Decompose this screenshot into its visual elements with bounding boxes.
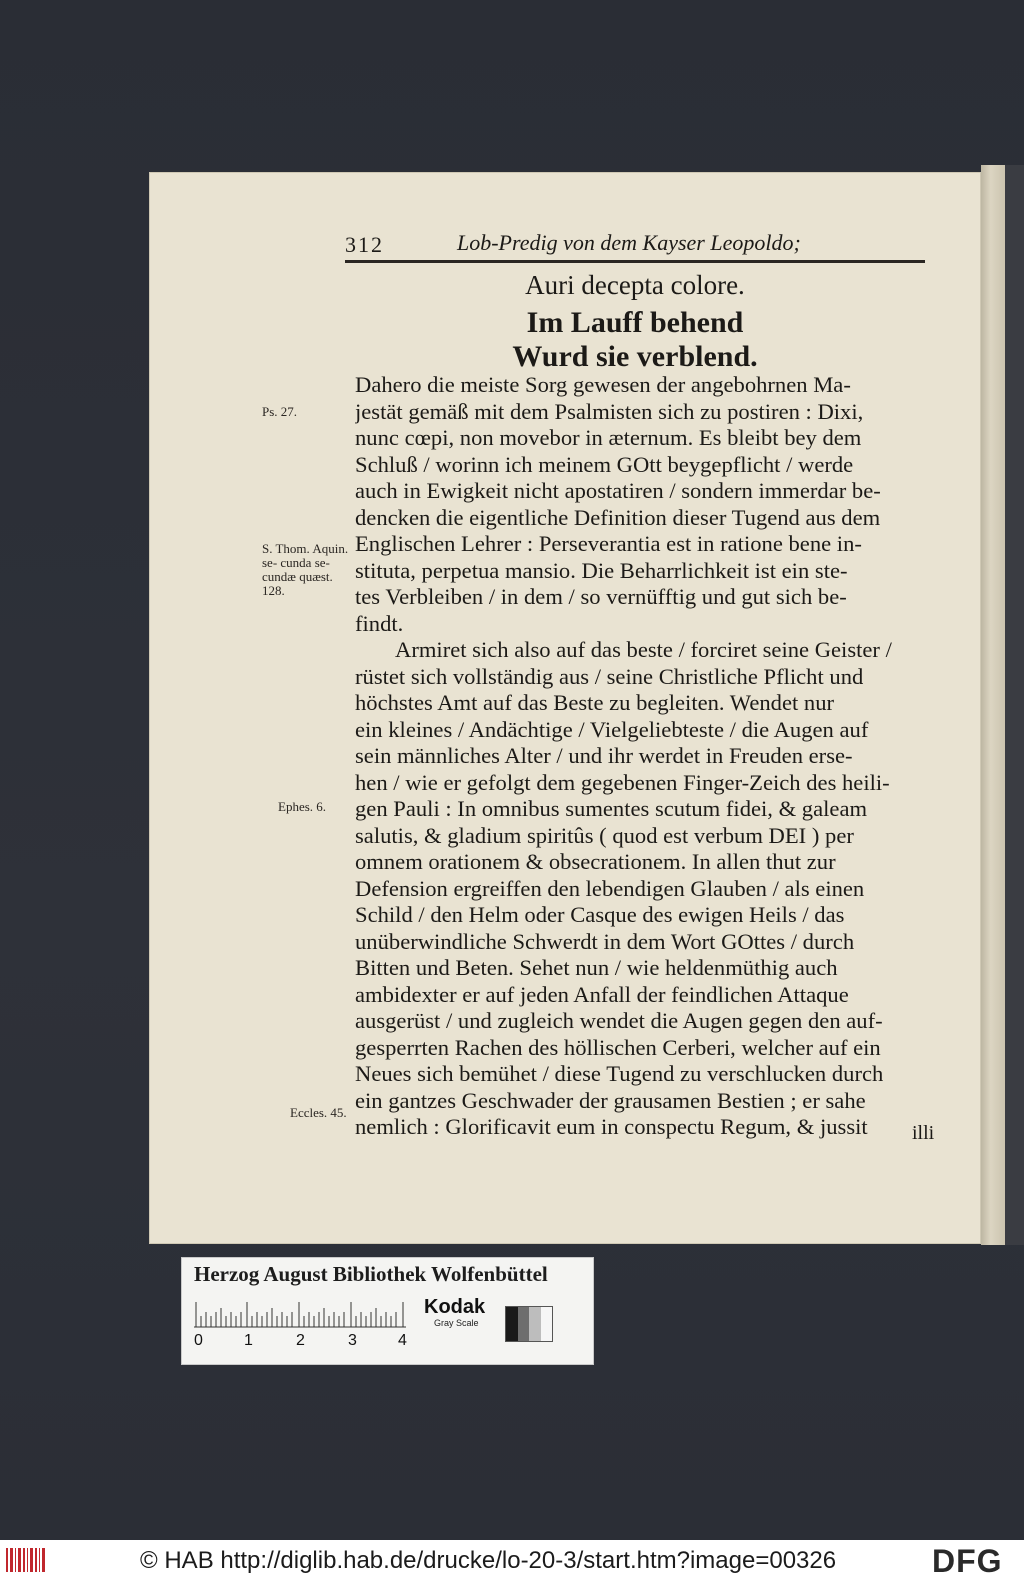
text-line: dencken die eigentliche Definition dieser Tugend aus dem (355, 504, 881, 530)
motto-line-3: Wurd sie verblend. (512, 340, 758, 373)
text-line: jestät gemäß mit dem Psalmisten sich zu postiren : Dixi, (355, 398, 864, 424)
next-page-edge (981, 165, 1005, 1245)
motto-line-1: Auri decepta colore. (525, 270, 745, 300)
catchword: illi (912, 1122, 935, 1144)
ruler-label: 3 (348, 1332, 357, 1349)
dfg-logo: DFG (932, 1543, 1003, 1579)
ruler-label: 0 (194, 1332, 203, 1349)
ruler-label: 1 (244, 1332, 253, 1349)
footer-bar (0, 1540, 1024, 1582)
text-line: ausgerüst / und zugleich wendet die Augen gegen den auf- (355, 1008, 883, 1033)
text-line: nunc cœpi, non movebor in æternum. Es bleibt bey dem (355, 425, 862, 450)
margin-note: Eccles. 45. (290, 1105, 347, 1120)
text-line: unüberwindliche Schwerdt in dem Wort GOttes / durch (355, 928, 855, 954)
ruler-label: 4 (398, 1332, 407, 1349)
header-rule (345, 260, 925, 263)
text-line: auch in Ewigkeit nicht apostatiren / sondern immerdar be- (355, 478, 881, 503)
margin-note: S. Thom. Aquin. se- cunda se- cundæ quæst. 128. (262, 541, 349, 598)
text-line: Neues sich bemühet / diese Tugend zu verschlucken durch (355, 1061, 884, 1086)
text-line: Schild / den Helm oder Casque des ewigen Heils / das (355, 902, 845, 927)
text-line: nemlich : Glorificavit eum in conspectu Regum, & jussit (355, 1114, 868, 1139)
ruler-label: 2 (296, 1332, 305, 1349)
binding-shadow (1005, 165, 1024, 1245)
text-line: hen / wie er gefolgt dem gegebenen Finger-Zeich des heili- (355, 769, 890, 795)
text-line: ambidexter er auf jeden Anfall der feindlichen Attaque (355, 981, 849, 1007)
text-line: Englischen Lehrer : Perseverantia est in ratione bene in- (355, 531, 862, 556)
page-header (345, 230, 925, 264)
text-line: Armiret sich also auf das beste / forciret seine Geister / (395, 637, 892, 662)
text-line: ein kleines / Andächtige / Vielgeliebteste / die Augen auf (355, 716, 869, 742)
text-line: ein gantzes Geschwader der grausamen Bestien ; er sahe (355, 1087, 866, 1113)
text-line: Schluß / worinn ich meinem GOtt beygepflicht / werde (355, 451, 854, 477)
card-title: Herzog August Bibliothek Wolfenbüttel (194, 1262, 548, 1286)
color-calibration-card (181, 1257, 594, 1365)
text-line: rüstet sich vollständig aus / seine Christliche Pflicht und (355, 663, 864, 689)
running-title: Lob-Predig von dem Kayser Leopoldo; (457, 230, 801, 255)
text-line: sein männliches Alter / und ihr werdet in Freuden erse- (355, 743, 853, 768)
barcode-icon (6, 1546, 46, 1574)
copyright-link[interactable]: © HAB http://diglib.hab.de/drucke/lo-20-3/start.htm?image=00326 (140, 1547, 837, 1574)
text-line: salutis, & gladium spiritûs ( quod est verbum DEI ) per (355, 822, 854, 848)
text-line: höchstes Amt auf das Beste zu begleiten. Wendet nur (355, 690, 835, 715)
text-line: gesperrten Rachen des höllischen Cerberi, welcher auf ein (355, 1034, 881, 1060)
text-line: tes Verbleiben / in dem / so vernüfftig und gut sich be- (355, 584, 847, 609)
text-line: findt. (355, 610, 404, 636)
text-line: gen Pauli : In omnibus sumentes scutum fidei, & galeam (355, 796, 868, 821)
text-line: omnem orationem & obsecrationem. In allen thut zur (355, 849, 836, 874)
text-line: Dahero die meiste Sorg gewesen der angebohrnen Ma- (355, 372, 851, 397)
body-text (355, 372, 940, 1141)
text-line: stituta, perpetua mansio. Die Beharrlichkeit ist ein ste- (355, 557, 848, 583)
kodak-logo: Kodak (424, 1296, 486, 1318)
page-number: 312 (345, 232, 384, 257)
motto-line-2: Im Lauff behend (526, 306, 744, 339)
kodak-subtitle: Gray Scale (434, 1318, 479, 1328)
gray-scale-patches (505, 1306, 553, 1342)
margin-note: Ephes. 6. (278, 799, 327, 814)
text-line: Defension ergreiffen den lebendigen Glauben / als einen (355, 875, 865, 901)
margin-note: Ps. 27. (262, 404, 298, 419)
scale-ruler (194, 1298, 419, 1328)
text-line: Bitten und Beten. Sehet nun / wie heldenmüthig auch (355, 955, 838, 980)
